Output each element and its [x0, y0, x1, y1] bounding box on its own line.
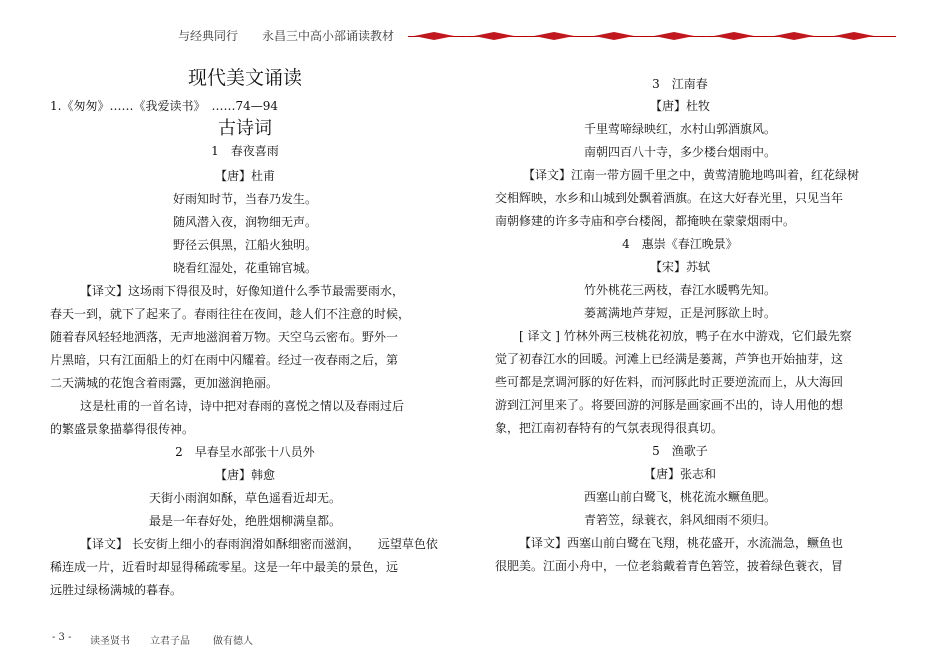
header-title: 与经典同行 永昌三中高小部诵读教材: [178, 29, 395, 43]
poem4-translation-line: [ 译文 ] 竹林外两三枝桃花初放，鸭子在水中游戏，它们最先察: [519, 329, 852, 343]
poem5-line: 青箬笠，绿蓑衣，斜风细雨不须归。: [583, 513, 776, 527]
poem1-translation-line: 春天一到，就下了起来了。春雨往往在夜间，趁人们不注意的时候，: [50, 307, 411, 321]
poem3-author: 【唐】杜牧: [649, 99, 710, 113]
poem5-author: 【唐】张志和: [643, 467, 716, 481]
poem3-translation-line: 南朝修建的许多寺庙和亭台楼阁，都掩映在蒙蒙烟雨中。: [495, 214, 796, 228]
header-ornament-band: [414, 30, 894, 42]
poem1-author: 【唐】杜甫: [214, 169, 275, 183]
poem2-translation-line: 【译文】 长安街上细小的春雨润滑如酥细密而滋润， 远望草色依: [80, 537, 438, 551]
poem4-translation-line: 游到江河里来了。将要回游的河豚是画家画不出的，诗人用他的想: [495, 398, 844, 412]
poem3-translation-line: 【译文】江南一带方圆千里之中，黄莺清脆地鸣叫着，红花绿树: [523, 168, 860, 182]
poem1-translation-line: 二天满城的花饱含着雨露，更加滋润艳丽。: [50, 376, 279, 390]
poem1-title: 1 春夜喜雨: [211, 144, 279, 158]
poem1-line: 晓看红湿处，花重锦官城。: [172, 261, 317, 275]
poem2-line: 最是一年春好处，绝胜烟柳满皇都。: [148, 514, 341, 528]
poem2-translation-line: 远胜过绿杨满城的暮春。: [50, 583, 183, 597]
poem5-translation-line: 很肥美。江面小舟中，一位老翁戴着青色箬笠，披着绿色蓑衣，冒: [495, 559, 844, 573]
poem2-author: 【唐】韩愈: [214, 468, 275, 482]
poem3-line: 千里莺啼绿映红，水村山郭酒旗风。: [583, 122, 776, 136]
footer-motto: 做有德人: [213, 636, 253, 647]
poem2-title: 2 早春呈水部张十八员外: [175, 445, 315, 459]
poem2-translation-line: 稀连成一片，近看时却显得稀疏零星。这是一年中最美的景色，远: [50, 560, 399, 574]
section-title-modern: 现代美文诵读: [187, 67, 302, 89]
poem4-line: 竹外桃花三两枝，春江水暖鸭先知。: [583, 283, 776, 297]
poem3-title: 3 江南春: [652, 77, 708, 91]
footer-motto: 立君子品: [150, 636, 190, 647]
poem5-translation-line: 【译文】西塞山前白鹭在飞翔，桃花盛开，水流湍急，鳜鱼也: [519, 536, 844, 550]
poem1-translation-line: 【译文】这场雨下得很及时，好像知道什么季节最需要雨水，: [80, 284, 405, 298]
page-number: - 3 -: [52, 632, 72, 643]
poem4-translation-line: 象，把江南初春特有的气氛表现得很真切。: [495, 421, 724, 435]
poem2-line: 天街小雨润如酥，草色遥看近却无。: [148, 491, 341, 505]
poem4-author: 【宋】苏轼: [649, 260, 710, 274]
poem1-note-line: 的繁盛景象描摹得很传神。: [50, 422, 195, 436]
poem1-line: 随风潜入夜，润物细无声。: [172, 215, 317, 229]
toc-line: 1.《匆匆》……《我爱读书》 ……74—94: [50, 99, 278, 113]
poem1-note-line: 这是杜甫的一首名诗，诗中把对春雨的喜悦之情以及春雨过后: [80, 399, 405, 413]
footer-motto: 读圣贤书: [90, 636, 130, 647]
poem4-translation-line: 觉了初春江水的回暖。河滩上已经满是蒌蒿，芦笋也开始抽芽，这: [495, 352, 844, 366]
poem5-title: 5 渔歌子: [652, 444, 708, 458]
poem1-line: 好雨知时节，当春乃发生。: [172, 192, 317, 206]
poem1-line: 野径云俱黑，江船火独明。: [172, 238, 317, 252]
poem4-line: 蒌蒿满地芦芽短，正是河豚欲上时。: [583, 306, 776, 320]
poem5-line: 西塞山前白鹭飞，桃花流水鳜鱼肥。: [583, 490, 776, 504]
poem3-line: 南朝四百八十寺，多少楼台烟雨中。: [583, 145, 776, 159]
poem1-translation-line: 片黑暗，只有江面船上的灯在雨中闪耀着。经过一夜春雨之后，第: [50, 353, 399, 367]
poem4-title: 4 惠崇《春江晚景》: [622, 237, 738, 251]
poem1-translation-line: 随着春风轻轻地洒落，无声地滋润着万物。天空乌云密布。野外一: [50, 330, 399, 344]
section-title-poetry: 古诗词: [218, 118, 272, 139]
poem4-translation-line: 些可都是烹调河豚的好佐料，而河豚此时正要逆流而上，从大海回: [495, 375, 844, 389]
poem3-translation-line: 交相辉映，水乡和山城到处飘着酒旗。在这大好春光里，只见当年: [495, 191, 844, 205]
